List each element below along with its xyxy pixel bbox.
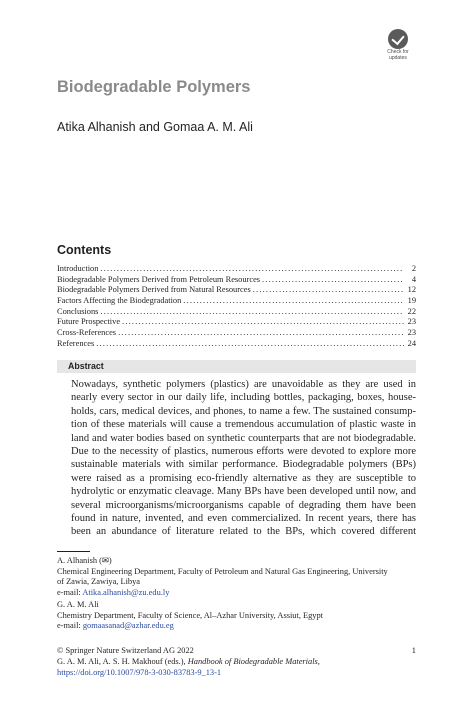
abstract-line: Due to the necessity of plastics, numerous efforts were devoted to explore more <box>71 445 416 457</box>
abstract-line: sustainable materials with similar performance. Biodegradable polymers (BPs) <box>71 459 416 471</box>
table-of-contents <box>57 264 416 350</box>
leader-dots <box>100 307 404 318</box>
abstract-line: several microorganisms/microorganisms capable of degrading them have been <box>71 499 416 511</box>
toc-item-future[interactable]: Future Prospective ..... 23 <box>57 317 416 328</box>
author2-name: G. A. M. Ali <box>57 600 99 609</box>
author1-footnote <box>57 556 416 598</box>
contents-heading: Contents <box>57 243 112 257</box>
leader-dots <box>262 275 404 286</box>
leader-dots <box>96 339 404 350</box>
abstract-line: nearly every sector in our daily life, including bottles, packaging, boxes, house- <box>71 392 416 404</box>
toc-item-conclusions[interactable]: Conclusions ..... 22 <box>57 307 416 318</box>
doi-row <box>57 667 416 678</box>
leader-dots <box>253 285 404 296</box>
abstract-header-bar <box>57 360 416 373</box>
email-prefix: e-mail: <box>57 587 83 597</box>
toc-item-introduction[interactable]: Introduction ..... 2 <box>57 264 416 275</box>
abstract-line: found in nature, invented, and even commercialized. In recent years, there has <box>71 512 416 524</box>
abstract-line: land and water bodies based on synthetic counterparts that are not biodegradable. <box>71 432 416 444</box>
copyright-block <box>57 645 416 678</box>
abstract-line: tion of these materials will cause a tremendous accumulation of plastic waste in <box>71 419 416 431</box>
copyright-line: © Springer Nature Switzerland AG 2022 <box>57 646 194 655</box>
toc-item-natural[interactable]: Biodegradable Polymers Derived from Natural Resources ..... 12 <box>57 285 416 296</box>
abstract-line: Nowadays, synthetic polymers (plastics) are unavoidable as they are used in <box>71 379 416 390</box>
badge-line2: updates <box>389 54 407 61</box>
abstract-line: been an abundance of literature related to the BPs, which covered different <box>71 526 416 538</box>
abstract-line: hydrolytic or enzymatic cleavage. Many BPs have been developed until now, and <box>71 486 416 498</box>
leader-dots <box>122 317 404 328</box>
author2-affiliation: Chemistry Department, Faculty of Science, Al–Azhar University, Assiut, Egypt <box>57 610 324 620</box>
authors: Atika Alhanish and Gomaa A. M. Ali <box>57 120 253 134</box>
email-prefix: e-mail: <box>57 621 83 631</box>
toc-item-references[interactable]: References ..... 24 <box>57 339 416 350</box>
badge-line1: Check for <box>387 49 409 55</box>
author2-email-row <box>57 621 416 632</box>
author1-email-row <box>57 588 416 599</box>
author1-email-link[interactable]: Atika.alhanish@zu.edu.ly <box>82 587 170 597</box>
citation-comma: , <box>317 657 320 666</box>
badge-text <box>380 50 416 61</box>
toc-item-petroleum[interactable]: Biodegradable Polymers Derived from Petroleum Resources ..... 4 <box>57 275 416 286</box>
handbook-title: Handbook of Biodegradable Materials <box>187 657 318 666</box>
leader-dots <box>100 264 404 275</box>
footnote-rule <box>57 551 90 552</box>
check-updates-icon <box>388 29 408 49</box>
doi-link[interactable]: https://doi.org/10.1007/978-3-030-83783-9_13-1 <box>57 668 222 677</box>
citation-editors: G. A. M. Ali, A. S. H. Makhouf (eds.), <box>57 657 188 666</box>
check-for-updates-badge[interactable] <box>380 29 416 61</box>
citation-line <box>57 656 416 667</box>
toc-item-cross-references[interactable]: Cross-References ..... 23 <box>57 328 416 339</box>
leader-dots <box>183 296 404 307</box>
leader-dots <box>118 328 404 339</box>
abstract-label: Abstract <box>68 361 104 371</box>
author1-affiliation-line1: Chemical Engineering Department, Faculty of Petroleum and Natural Gas Engineering, University <box>57 566 388 576</box>
abstract-line: holds, cars, medical devices, and phones, to name a few. The sustained consump- <box>71 405 416 417</box>
author2-footnote <box>57 600 416 632</box>
abstract-line: were raised as a promising eco-friendly alternative as they are susceptible to <box>71 472 416 484</box>
page-number: 1 <box>411 645 416 655</box>
author1-affiliation-line2: of Zawia, Zawiya, Libya <box>57 577 141 587</box>
author1-name: A. Alhanish (✉) <box>57 556 112 565</box>
abstract-text <box>71 378 416 539</box>
toc-item-factors[interactable]: Factors Affecting the Biodegradation ..... 19 <box>57 296 416 307</box>
chapter-title: Biodegradable Polymers <box>57 78 251 96</box>
author2-email-link[interactable]: gomaasanad@azhar.edu.eg <box>82 621 174 631</box>
